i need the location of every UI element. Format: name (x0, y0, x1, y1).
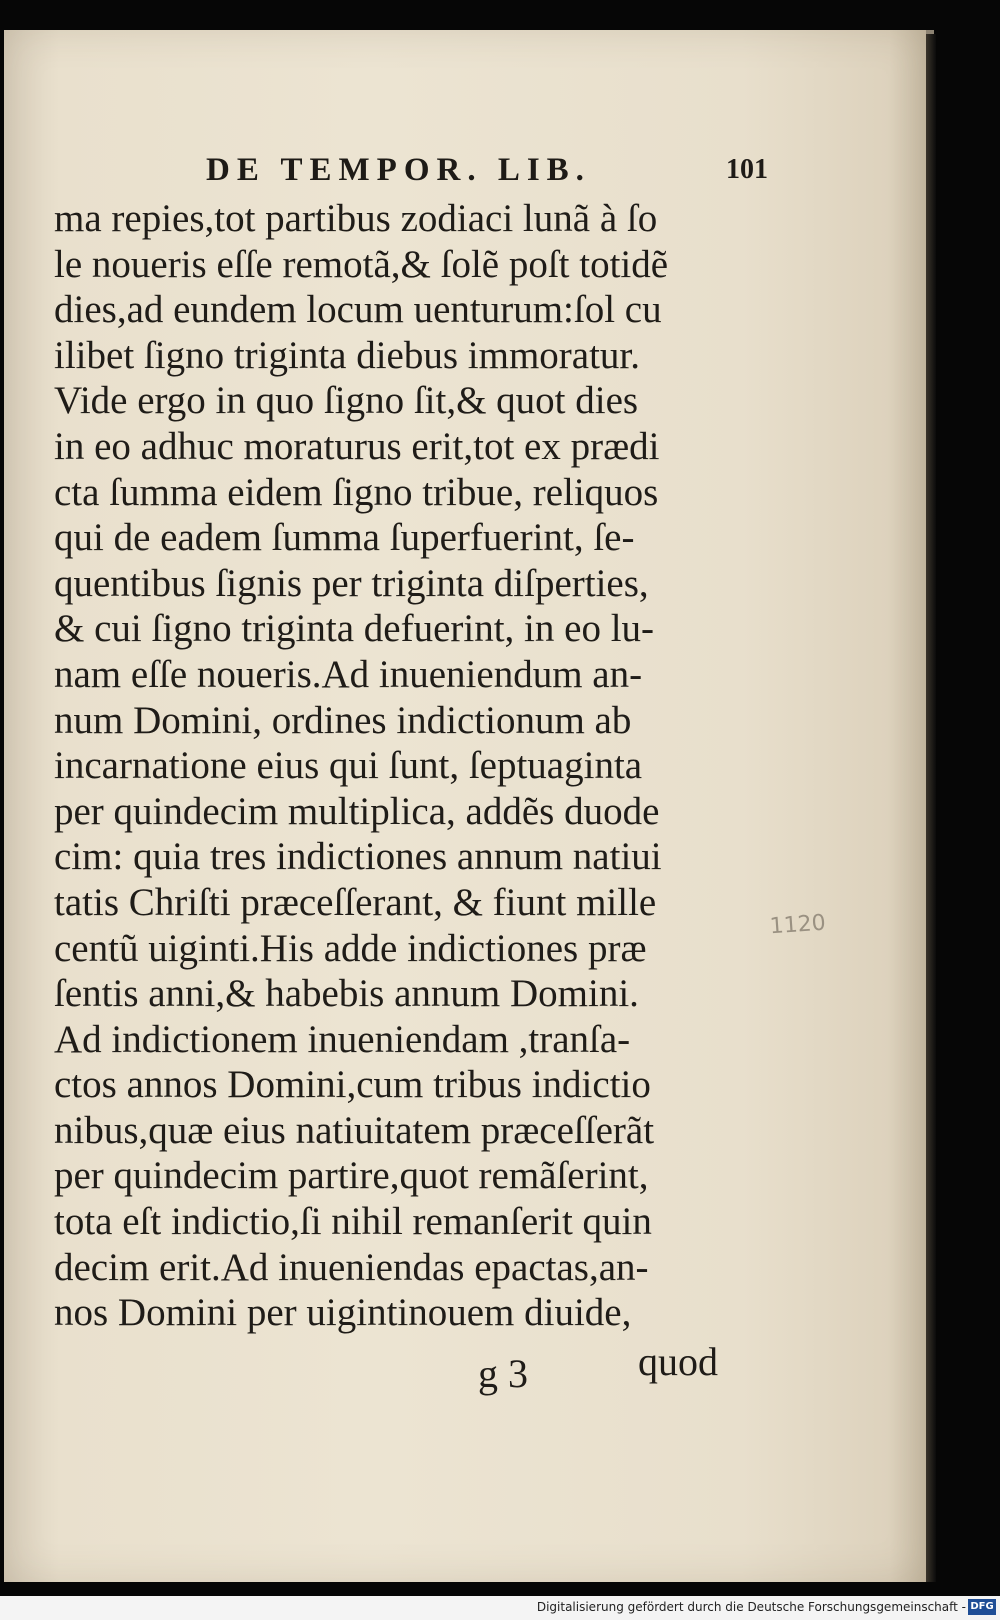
body-text (54, 196, 774, 1336)
text-line: nam eſſe noueris.Ad inueniendum an- (54, 652, 643, 696)
page-number: 101 (726, 154, 768, 185)
text-line: decim erit.Ad inueniendas epactas,an- (54, 1245, 649, 1289)
text-line: Ad indictionem inueniendam ,tranſa- (54, 1017, 631, 1061)
text-line: dies,ad eundem locum uenturum:ſol cu (54, 288, 662, 332)
catchword: quod (638, 1339, 718, 1384)
margin-annotation: 1120 (768, 910, 827, 940)
page-edge-shadow (926, 34, 936, 1582)
text-line: nibus,quæ eius natiuitatem præceſſerãt (54, 1108, 655, 1152)
text-line: ſentis anni,& habebis annum Domini. (54, 972, 639, 1016)
text-line: quentibus ſignis per triginta diſperties, (54, 561, 649, 605)
text-line: incarnatione eius qui ſunt, ſeptuaginta (54, 744, 643, 788)
text-line: tatis Chriſti præceſſerant, & fiunt mille (54, 880, 657, 924)
text-line: Vide ergo in quo ſigno ſit,& quot dies (54, 379, 639, 423)
running-head: DE TEMPOR. LIB. (206, 152, 591, 188)
text-line: nos Domini per uigintinouem diuide, (54, 1291, 632, 1335)
text-line: centũ uiginti.His adde indictiones præ (54, 926, 647, 970)
text-line: & cui ſigno triginta defuerint, in eo lu- (54, 607, 655, 651)
text-line: ctos annos Domini,cum tribus indictio (54, 1063, 651, 1107)
text-line: cta ſumma eidem ſigno tribue, reliquos (54, 470, 659, 514)
text-line: num Domini, ordines indictionum ab (54, 698, 632, 742)
dfg-logo: DFG (968, 1599, 996, 1615)
text-line: in eo adhuc moraturus erit,tot ex prædi (54, 424, 660, 468)
text-line: cim: quia tres indictiones annum natiui (54, 835, 662, 879)
signature-mark: g 3 (478, 1351, 528, 1396)
scan-credit-text: Digitalisierung gefördert durch die Deutsche Forschungsgemeinschaft - (536, 1600, 966, 1614)
text-line: qui de eadem ſumma ſuperfuerint, ſe- (54, 516, 635, 560)
text-line: per quindecim partire,quot remãſerint, (54, 1154, 649, 1198)
text-line: ilibet ſigno triginta diebus immoratur. (54, 333, 641, 377)
page-footer (470, 1339, 770, 1400)
text-line: tota eſt indictio,ſi nihil remanſerit quin (54, 1200, 652, 1244)
text-line: le noueris eſſe remotã,& ſolẽ poſt totidẽ (54, 242, 669, 286)
text-line: ma repies,tot partibus zodiaci lunã à ſo (54, 197, 658, 240)
scan-credit-bar (0, 1596, 1000, 1620)
text-line: per quindecim multiplica, addẽs duode (54, 789, 660, 833)
